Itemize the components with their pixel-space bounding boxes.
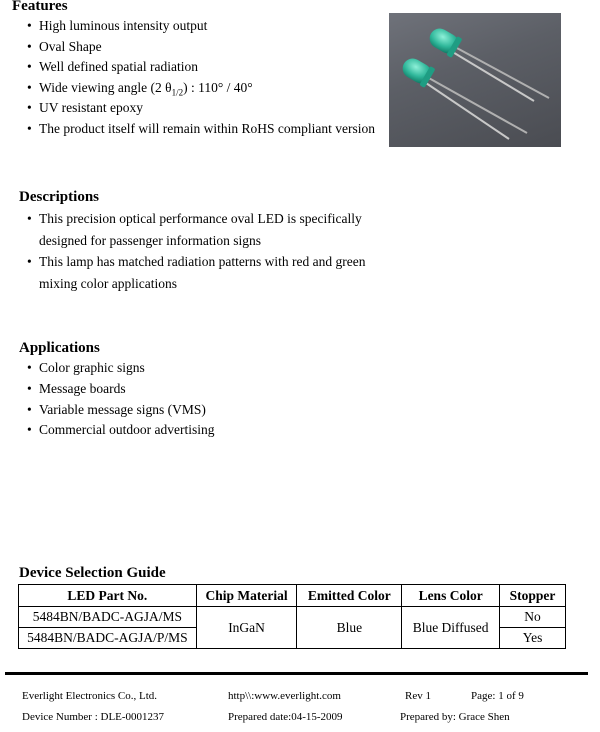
lens-color-cell: Blue Diffused — [402, 607, 500, 649]
header-lens-color: Lens Color — [402, 585, 500, 607]
bullet-icon: • — [27, 422, 32, 438]
list-item: • UV resistant epoxy — [27, 98, 375, 119]
list-item: • The product itself will remain within RoHS compliant version — [27, 119, 375, 140]
applications-list — [27, 358, 214, 441]
header-stopper: Stopper — [500, 585, 566, 607]
list-item: • This lamp has matched radiation patterns with red and green mixing color applications — [27, 251, 387, 294]
bullet-icon: • — [27, 79, 32, 95]
bullet-icon: • — [27, 380, 32, 396]
descriptions-heading: Descriptions — [19, 189, 99, 205]
bullet-icon: • — [27, 120, 32, 136]
stopper-cell: No — [500, 607, 566, 628]
footer-rev: Rev 1 — [405, 690, 431, 702]
features-list — [27, 16, 375, 139]
bullet-icon: • — [27, 59, 32, 74]
bullet-icon: • — [27, 38, 32, 54]
bullet-icon: • — [27, 211, 32, 226]
bullet-icon: • — [27, 18, 32, 33]
header-part-no: LED Part No. — [19, 585, 197, 607]
bullet-icon: • — [27, 100, 32, 115]
bullet-icon: • — [27, 360, 32, 375]
table-header-row — [19, 585, 566, 607]
emitted-color-cell: Blue — [297, 607, 402, 649]
device-guide-heading: Device Selection Guide — [19, 565, 166, 581]
header-chip-material: Chip Material — [196, 585, 297, 607]
table-row — [19, 607, 566, 628]
footer-divider — [5, 672, 588, 675]
list-item: • This precision optical performance oval LED is specifically designed for passenger information signs — [27, 208, 387, 251]
footer-device-number: Device Number : DLE-0001237 — [22, 711, 165, 723]
applications-heading: Applications — [19, 340, 100, 356]
stopper-cell: Yes — [500, 628, 566, 649]
footer-company: Everlight Electronics Co., Ltd. — [22, 690, 158, 702]
footer-prepared-date: Prepared date:04-15-2009 — [228, 711, 343, 723]
led-illustration — [389, 13, 561, 147]
list-item: • Oval Shape — [27, 37, 375, 58]
footer-prepared-by: Prepared by: Grace Shen — [400, 711, 510, 723]
list-item: • Well defined spatial radiation — [27, 57, 375, 78]
footer-url[interactable]: http\\:www.everlight.com — [228, 690, 341, 702]
list-item: • Commercial outdoor advertising — [27, 420, 214, 441]
list-item: • Variable message signs (VMS) — [27, 400, 214, 421]
descriptions-list — [27, 208, 387, 294]
device-selection-table — [18, 584, 566, 649]
bullet-icon: • — [27, 254, 32, 269]
features-heading: Features — [12, 0, 68, 14]
list-item: • High luminous intensity output — [27, 16, 375, 37]
bullet-icon: • — [27, 401, 32, 417]
list-item: • Message boards — [27, 379, 214, 400]
footer-page: Page: 1 of 9 — [471, 690, 524, 702]
chip-material-cell: InGaN — [196, 607, 297, 649]
part-number-cell: 5484BN/BADC-AGJA/P/MS — [19, 628, 197, 649]
led-product-photo — [389, 13, 561, 147]
header-emitted-color: Emitted Color — [297, 585, 402, 607]
list-item: • Color graphic signs — [27, 358, 214, 379]
viewing-angle-item: • Wide viewing angle (2 $\theta_{1/2}$) : 110° / 40° — [27, 79, 253, 98]
part-number-cell: 5484BN/BADC-AGJA/MS — [19, 607, 197, 628]
